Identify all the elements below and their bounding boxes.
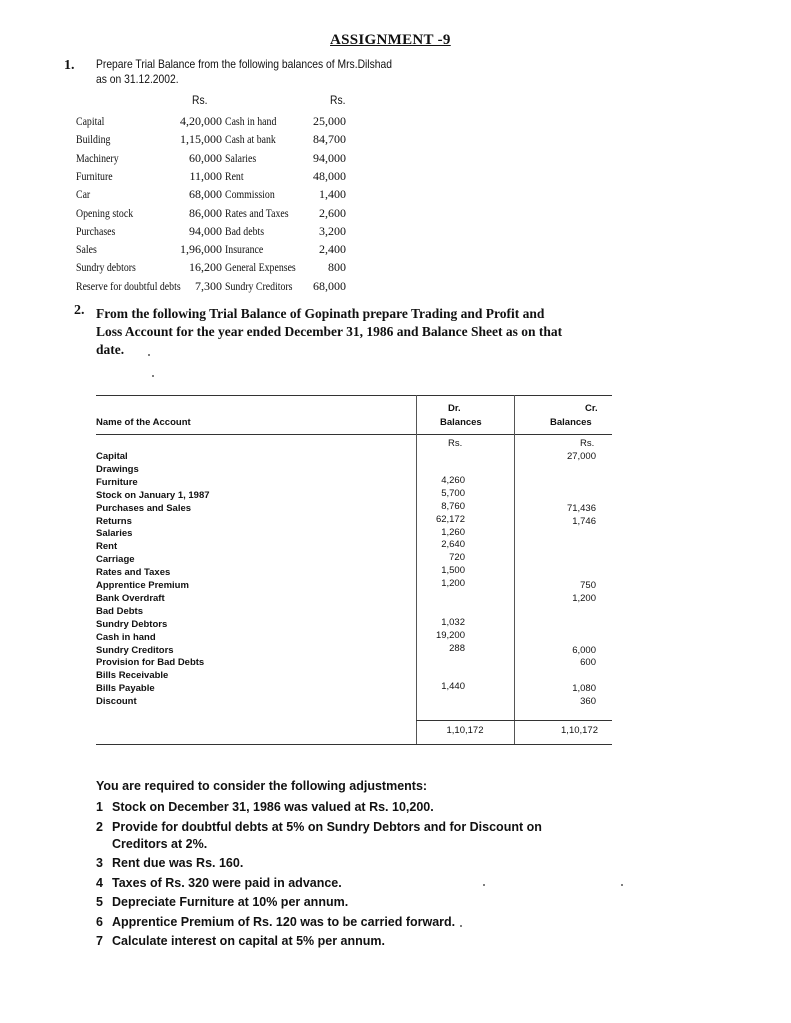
col-header-cr-balances: Balances [550, 417, 592, 428]
adjustment-text: Apprentice Premium of Rs. 120 was to be carried forward. [112, 914, 456, 929]
table-row-account: Drawings [96, 463, 139, 475]
table-row-cr: 1,080 [572, 683, 596, 695]
q1-amount-left: 1,96,000 [180, 242, 222, 257]
dr-unit: Rs. [448, 438, 463, 449]
question-1-prompt: Prepare Trial Balance from the following balances of Mrs.Dilshad [96, 57, 392, 71]
table-total-top-rule [416, 720, 612, 721]
q1-amount-left: 1,15,000 [180, 132, 222, 147]
table-row-cr: 1,746 [572, 515, 596, 527]
table-header-rule [96, 434, 612, 435]
q1-amount-right: 25,000 [313, 114, 346, 128]
table-row-account: Bills Receivable [96, 670, 169, 682]
q1-amount-left: 7,300 [195, 278, 222, 293]
adjustment-number: 7 [96, 934, 103, 948]
q1-amount-left: 4,20,000 [180, 114, 222, 128]
q1-amount-right: 68,000 [313, 278, 346, 293]
table-row-dr: 1,260 [441, 526, 465, 538]
col-header-name: Name of the Account [96, 417, 191, 428]
question-1-number: 1. [64, 58, 75, 73]
q1-account-left: Building [76, 132, 111, 147]
speck [148, 354, 150, 356]
adjustment-number: 6 [96, 914, 103, 929]
q1-amount-left: 68,000 [189, 187, 222, 202]
q1-account-left: Furniture [76, 168, 113, 183]
table-row-dr: 288 [449, 642, 465, 654]
q1-account-left: Purchases [76, 223, 116, 238]
q1-account-left: Car [76, 187, 91, 202]
q1-account-right: Cash in hand [225, 114, 277, 128]
table-row-dr: 62,172 [435, 513, 465, 525]
total-dr: 1,10,172 [446, 725, 484, 736]
adjustment-text: Calculate interest on capital at 5% per annum. [112, 934, 385, 948]
question-2-line-1: From the following Trial Balance of Gopinath prepare Trading and Profit and [96, 306, 545, 321]
table-row-cr: 360 [580, 696, 596, 708]
q1-account-left: Reserve for doubtful debts [76, 278, 181, 293]
q1-account-left: Sales [76, 242, 97, 257]
table-row-dr: 5,700 [441, 487, 465, 499]
adjustment-number: 3 [96, 856, 103, 870]
speck [460, 925, 462, 927]
table-row-dr: 19,200 [435, 629, 465, 641]
q1-currency-right: Rs. [330, 93, 346, 107]
q1-amount-right: 94,000 [313, 150, 346, 165]
table-row-cr: 27,000 [566, 451, 596, 462]
table-row-account: Bills Payable [96, 683, 155, 695]
table-row-account: Capital [96, 451, 128, 462]
q1-account-right: Rent [225, 168, 244, 183]
table-row-account: Carriage [96, 554, 135, 566]
table-row-dr: 720 [449, 552, 465, 564]
q1-account-right: Sundry Creditors [225, 278, 293, 293]
table-row-account: Sundry Creditors [96, 644, 174, 656]
table-row-dr: 1,200 [441, 578, 465, 590]
adjustment-text: Rent due was Rs. 160. [112, 856, 244, 870]
q1-account-right: Commission [225, 187, 275, 202]
adjustment-number: 4 [96, 875, 103, 890]
table-row-account: Rates and Taxes [96, 567, 171, 579]
adjustment-text: Depreciate Furniture at 10% per annum. [112, 895, 349, 909]
table-row-dr: 8,760 [441, 500, 465, 512]
col-header-dr: Dr. [448, 403, 461, 414]
col-header-dr-balances: Balances [440, 417, 482, 428]
table-divider-2 [514, 395, 515, 745]
speck [152, 375, 154, 377]
table-row-dr: 4,260 [441, 474, 465, 486]
q1-amount-right: 800 [328, 260, 346, 275]
table-row-cr: 71,436 [566, 502, 596, 514]
table-row-dr: 1,032 [441, 616, 465, 628]
table-row-account: Provision for Bad Debts [96, 657, 205, 669]
table-row-account: Cash in hand [96, 631, 156, 643]
adjustment-number: 1 [96, 800, 103, 814]
q1-amount-left: 86,000 [189, 205, 222, 220]
table-row-cr: 1,200 [572, 592, 596, 604]
q1-account-left: Sundry debtors [76, 260, 136, 275]
q1-account-left: Opening stock [76, 205, 134, 220]
table-row-account: Furniture [96, 476, 138, 488]
question-2-number: 2. [74, 303, 85, 318]
q1-amount-right: 3,200 [319, 223, 346, 238]
table-row-account: Bank Overdraft [96, 592, 165, 604]
q1-account-left: Machinery [76, 150, 119, 165]
q1-amount-left: 60,000 [189, 150, 222, 165]
q1-account-right: Salaries [225, 150, 257, 165]
q1-account-right: General Expenses [225, 260, 296, 275]
table-row-account: Apprentice Premium [96, 580, 189, 591]
table-row-cr: 6,000 [572, 644, 596, 656]
table-row-account: Bad Debts [96, 605, 143, 617]
adjustment-number: 2 [96, 819, 103, 834]
q1-account-right: Insurance [225, 242, 264, 257]
cr-unit: Rs. [580, 438, 595, 449]
adjustment-text-continued: Creditors at 2%. [112, 836, 208, 851]
adjustment-text: Stock on December 31, 1986 was valued at Rs. 10,200. [112, 800, 434, 814]
q1-amount-right: 48,000 [313, 168, 346, 183]
q1-amount-left: 11,000 [189, 168, 222, 183]
adjustment-number: 5 [96, 895, 103, 909]
question-2-line-3: date. [96, 342, 125, 357]
q1-amount-right: 84,700 [313, 132, 346, 147]
q1-amount-right: 2,600 [319, 205, 346, 220]
table-top-rule [96, 395, 612, 396]
table-row-dr: 2,640 [441, 539, 465, 551]
q1-account-right: Cash at bank [225, 132, 276, 147]
table-row-account: Discount [96, 696, 137, 708]
q1-amount-left: 16,200 [189, 260, 222, 275]
page-title: ASSIGNMENT -9 [330, 32, 451, 48]
table-row-account: Returns [96, 515, 132, 527]
adjustment-text: Taxes of Rs. 320 were paid in advance. [112, 875, 342, 890]
speck [483, 884, 485, 886]
adjustment-text: Provide for doubtful debts at 5% on Sundry Debtors and for Discount on [112, 819, 542, 834]
q1-amount-right: 2,400 [319, 242, 346, 257]
q1-amount-left: 94,000 [189, 223, 222, 238]
table-row-cr: 750 [580, 580, 596, 591]
question-2-line-2: Loss Account for the year ended December 31, 1986 and Balance Sheet as on that [96, 324, 563, 339]
col-header-cr: Cr. [585, 403, 598, 414]
table-row-dr: 1,500 [441, 565, 465, 577]
table-row-cr: 600 [580, 657, 596, 669]
q1-account-left: Capital [76, 114, 105, 128]
q1-amount-right: 1,400 [319, 187, 346, 202]
table-row-dr: 1,440 [441, 681, 465, 693]
table-row-account: Sundry Debtors [96, 618, 168, 630]
table-row-account: Stock on January 1, 1987 [96, 489, 210, 501]
table-divider-1 [416, 395, 417, 745]
adjustments-intro: You are required to consider the following adjustments: [96, 779, 428, 793]
q1-account-right: Rates and Taxes [225, 205, 289, 220]
table-bottom-rule [96, 744, 612, 745]
question-1-date: as on 31.12.2002. [96, 72, 179, 86]
speck [621, 884, 623, 886]
table-row-account: Rent [96, 541, 118, 553]
table-row-account: Salaries [96, 528, 133, 540]
table-row-account: Purchases and Sales [96, 502, 192, 514]
total-cr: 1,10,172 [561, 725, 598, 736]
q1-account-right: Bad debts [225, 223, 265, 238]
q1-currency-left: Rs. [192, 93, 208, 107]
